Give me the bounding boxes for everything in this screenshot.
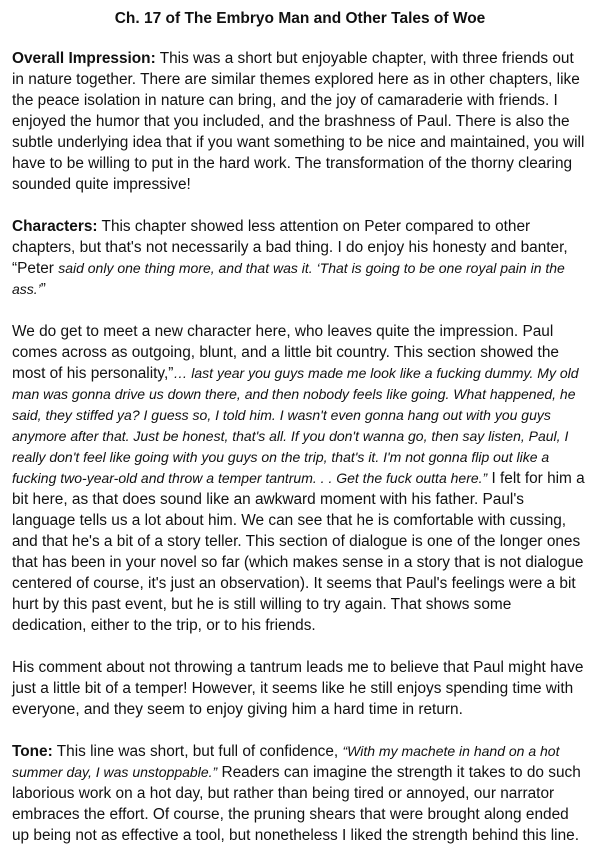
characters-quote-end: ” [40, 281, 46, 298]
tone-text-analysis: Readers can imagine the strength it takes to do such laborious work on a hot day, but rather than being tired or annoyed, our narrator embraces the effort. Of course, the pruning shears that were brought along ended up being not as effective a tool, but nonetheless I liked the strength behind this line. [12, 764, 581, 844]
paul-paragraph [12, 321, 588, 636]
characters-label: Characters: [12, 218, 98, 235]
tone-label: Tone: [12, 743, 53, 760]
overall-impression-text: This was a short but enjoyable chapter, with three friends out in nature together. There are similar themes explored here as in other chapters, like the peace isolation in nature can bring, and the joy of camaraderie with friends. I enjoyed the humor that you included, and the brashness of Paul. There is also the subtle underlying idea that if you want something to be nice and maintained, you will have to be willing to put in the hard work. The transformation of the thorny clearing sounded quite impressive! [12, 50, 585, 193]
characters-text: This chapter showed less attention on Peter compared to other chapters, but that's not necessarily a bad thing. I do enjoy his honesty and banter, “Peter [12, 218, 568, 277]
peter-quote: said only one thing more, and that was it. ‘That is going to be one royal pain in the ass.’ [12, 260, 565, 297]
temper-paragraph: His comment about not throwing a tantrum leads me to believe that Paul might have just a little bit of a temper! However, it seems like he still enjoys spending time with everyone, and they seem to enjoy giving him a hard time in return. [12, 659, 584, 718]
document-title: Ch. 17 of The Embryo Man and Other Tales of Woe [114, 10, 486, 27]
tone-text-intro: This line was short, but full of confidence, [52, 743, 343, 760]
characters-paragraph [12, 216, 588, 300]
machete-quote: “With my machete in hand on a hot summer day, I was unstoppable.” [12, 743, 560, 780]
paul-text-analysis: I felt for him a bit here, as that does sound like an awkward moment with his father. Paul's language tells us a lot about him. We can see that he is comfortable with cussing, and that he's a bit of a story teller. This section of dialogue is one of the longer ones that has been in your novel so far (which makes sense in a story that is not dialogue centered of course, it's just an observation). It seems that Paul's feelings were a bit hurt by this past event, but he is still willing to try again. That shows some dedication, either to the trip, or to his friends. [12, 470, 585, 634]
overall-impression-paragraph [12, 48, 588, 195]
overall-impression-label: Overall Impression: [12, 50, 156, 67]
paul-quote: … last year you guys made me look like a fucking dummy. My old man was gonna drive us down there, and then nobody feels like going. What happened, he said, they stiffed ya? I guess so, I told him. I wasn't even gonna hang out with you guys anymore after that. Just be honest, that's all. If you don't wanna go, then say listen, Paul, I really don't feel like going with you guys on the trip, that's it. I'm not gonna flip out like a fucking two-year-old and throw a temper tantrum. . . Get the fuck outta here.” [12, 365, 579, 486]
paul-text-intro: We do get to meet a new character here, who leaves quite the impression. Paul comes across as outgoing, blunt, and a little bit country. This section showed the most of his personality,” [12, 323, 559, 382]
tone-paragraph [12, 741, 588, 846]
